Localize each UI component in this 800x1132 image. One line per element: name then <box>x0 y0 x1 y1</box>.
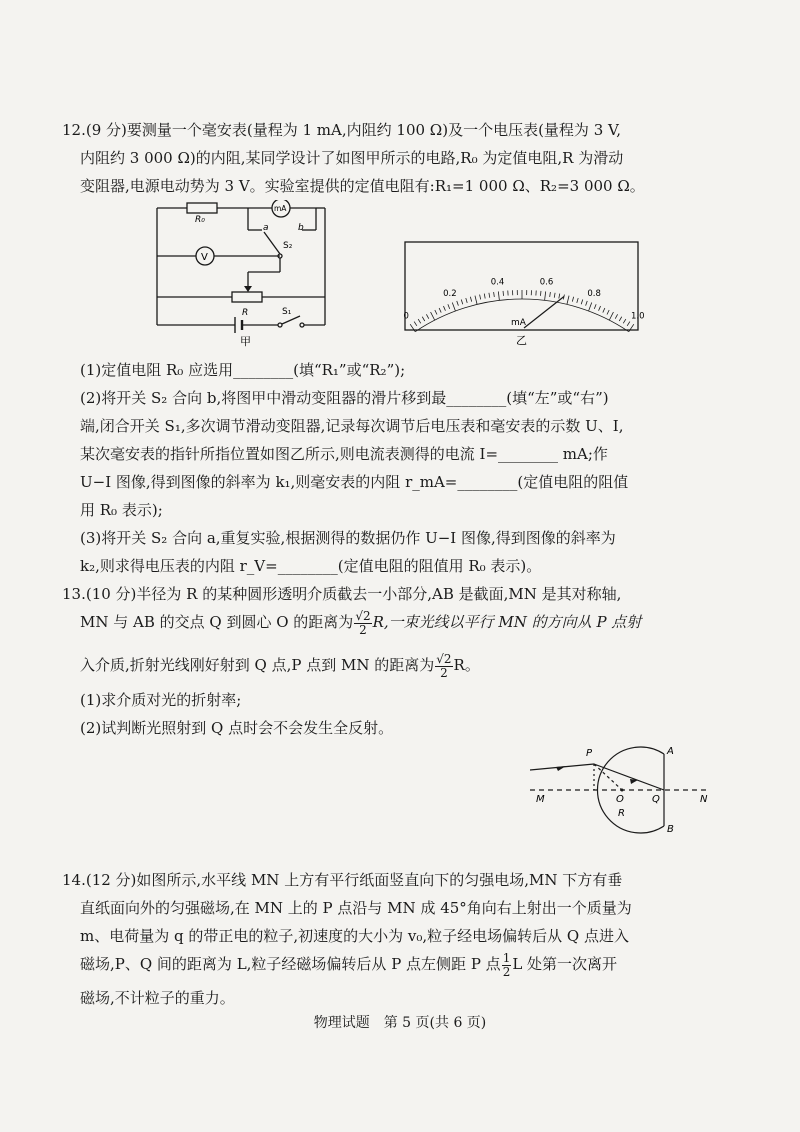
dial-tick <box>627 322 630 326</box>
r0-label: R₀ <box>195 215 205 225</box>
q14-line2: 直纸面向外的匀强磁场,在 MN 上的 P 点沿与 MN 成 45°角向右上射出一个质量为 <box>80 899 632 917</box>
dial-tick <box>586 301 588 306</box>
dial-tick <box>435 310 437 315</box>
q12-part2-line1: (2)将开关 S₂ 合向 b,将图甲中滑动变阻器的滑片移到最________(填“左”或“右”) <box>80 389 609 407</box>
point-o-label: O <box>616 794 624 805</box>
q14-line4 <box>80 947 617 981</box>
q12-line2: 内阻约 3 000 Ω)的内阻,某同学设计了如图甲所示的电路,R₀ 为定值电阻,R 为滑动 <box>80 149 624 167</box>
q13-part2: (2)试判断光照射到 Q 点时会不会发生全反射。 <box>80 719 394 737</box>
dial-tick <box>418 319 421 323</box>
dial-tick <box>550 292 551 297</box>
dial-tick <box>494 292 495 297</box>
dial-tick <box>470 297 471 302</box>
point-a-label: A <box>667 746 674 757</box>
dial-tick-label: 0 <box>403 311 409 322</box>
q13-line3-before: 入介质,折射光线刚好射到 Q 点,P 点到 MN 的距离为 <box>80 656 435 674</box>
page-footer: 物理试题 第 5 页(共 6 页) <box>313 1015 487 1031</box>
dial-tick <box>609 312 613 320</box>
circuit-diagram-jia <box>150 200 350 348</box>
dial-tick <box>489 293 490 298</box>
dial-tick <box>498 291 499 300</box>
dial-tick <box>619 317 621 321</box>
dial-tick <box>589 303 592 311</box>
dial-tick <box>615 314 617 318</box>
q12-part2-line2: 端,闭合开关 S₁,多次调节滑动变阻器,记录每次调节后电压表和毫安表的示数 U、I, <box>80 417 624 435</box>
q14-line1: 14.(12 分)如图所示,水平线 MN 上方有平行纸面竖直向下的匀强电场,MN 下方有垂 <box>62 871 623 889</box>
contact-a-label: a <box>263 223 269 233</box>
point-b-label: B <box>667 824 674 835</box>
dial-tick <box>567 296 569 305</box>
milliammeter-label: mA <box>274 204 287 213</box>
switch-s2-label: S₂ <box>283 241 293 251</box>
q12-line1: 12.(9 分)要测量一个毫安表(量程为 1 mA,内阻约 100 Ω)及一个电压表(量程为 3 V, <box>62 121 621 139</box>
q13-part1: (1)求介质对光的折射率; <box>80 691 242 709</box>
truncated-circle-diagram <box>530 740 730 840</box>
dial-tick <box>554 293 555 298</box>
dial-tick <box>480 295 481 300</box>
q12-part2-line5: 用 R₀ 表示); <box>80 501 163 519</box>
rheostat-label: R <box>242 308 249 318</box>
meter-needle <box>524 297 564 328</box>
dial-tick <box>448 304 450 309</box>
switch-s1-label: S₁ <box>282 307 292 317</box>
dial-tick <box>431 312 435 320</box>
dial-tick <box>426 314 428 318</box>
q12-part2-line4: U−I 图像,得到图像的斜率为 k₁,则毫安表的内阻 r_mA=________(定值电阻的阻值 <box>80 473 629 491</box>
dial-tick-label: 0.4 <box>490 277 505 288</box>
meter-unit-label: mA <box>511 318 526 328</box>
voltmeter-label: V <box>201 252 208 263</box>
sqrt2-over-2-fraction: $\frac{√2}{2}$ <box>355 608 371 637</box>
point-p-label: P <box>586 748 593 759</box>
dial-tick-label: 0.6 <box>539 277 554 288</box>
dial-tick <box>414 322 417 326</box>
q12-part2-line3: 某次毫安表的指针所指位置如图乙所示,则电流表测得的电流 I=________ mA;作 <box>80 445 608 463</box>
dial-tick <box>422 317 424 321</box>
q12-line3: 变阻器,电源电动势为 3 V。实验室提供的定值电阻有:R₁=1 000 Ω、R₂=3 000 Ω。 <box>80 177 645 195</box>
q13-line2 <box>80 605 641 639</box>
dial-tick <box>545 291 546 300</box>
dial-tick <box>577 298 578 303</box>
point-m-label: M <box>536 794 545 805</box>
q13-line2-before: MN 与 AB 的交点 Q 到圆心 O 的距离为 <box>80 613 354 631</box>
dial-tick <box>457 301 459 306</box>
dial-tick <box>572 297 573 302</box>
one-half-fraction: $\frac{1}{2}$ <box>502 950 511 979</box>
dial-tick <box>581 299 583 304</box>
radius-r-label: R <box>618 808 625 819</box>
q13-line2-after: R,一束光线以平行 MN 的方向从 P 点射 <box>372 613 642 631</box>
milliammeter-dial-yi <box>400 240 645 350</box>
dial-tick-label: 1.0 <box>630 311 645 322</box>
dial-tick <box>484 294 485 299</box>
dial-tick <box>443 306 445 311</box>
q12-part3-line1: (3)将开关 S₂ 合向 a,重复实验,根据测得的数据仍作 U−I 图像,得到图像的斜率为 <box>80 529 616 547</box>
dial-tick-label: 0.8 <box>587 288 601 299</box>
dial-tick <box>594 304 596 309</box>
q13-line1: 13.(10 分)半径为 R 的某种圆形透明介质截去一小部分,AB 是截面,MN 是其对称轴, <box>62 585 622 603</box>
figure-jia-caption: 甲 <box>240 335 251 348</box>
q14-line4-before: 磁场,P、Q 间的距离为 L,粒子经磁场偏转后从 P 点左侧距 P 点 <box>80 955 501 973</box>
q13-line3 <box>80 648 480 682</box>
dial-tick <box>603 308 605 313</box>
q14-line4-after: L 处第一次离开 <box>512 955 618 973</box>
dial-tick-label: 0.2 <box>443 288 457 299</box>
sqrt2-over-2-fraction-2: $\frac{√2}{2}$ <box>436 651 452 680</box>
q12-part1: (1)定值电阻 R₀ 应选用________(填“R₁”或“R₂”); <box>80 361 406 379</box>
q14-line5: 磁场,不计粒子的重力。 <box>80 989 235 1007</box>
point-q-label: Q <box>652 794 660 805</box>
point-n-label: N <box>700 794 708 805</box>
q12-part3-line2: k₂,则求得电压表的内阻 r_V=________(定值电阻的阻值用 R₀ 表示)。 <box>80 557 542 575</box>
dial-tick <box>466 298 467 303</box>
dial-tick <box>599 306 601 311</box>
q13-line3-after: R。 <box>453 656 480 674</box>
dial-tick <box>623 319 626 323</box>
dial-tick <box>439 308 441 313</box>
figure-yi-caption: 乙 <box>516 334 527 347</box>
dial-tick <box>475 296 477 305</box>
q14-line3: m、电荷量为 q 的带正电的粒子,初速度的大小为 v₀,粒子经电场偏转后从 Q 点进入 <box>80 927 629 945</box>
dial-tick <box>559 294 560 299</box>
dial-tick <box>452 303 455 311</box>
dial-tick <box>461 299 463 304</box>
dial-tick <box>607 310 609 315</box>
contact-b-label: b <box>298 223 304 233</box>
